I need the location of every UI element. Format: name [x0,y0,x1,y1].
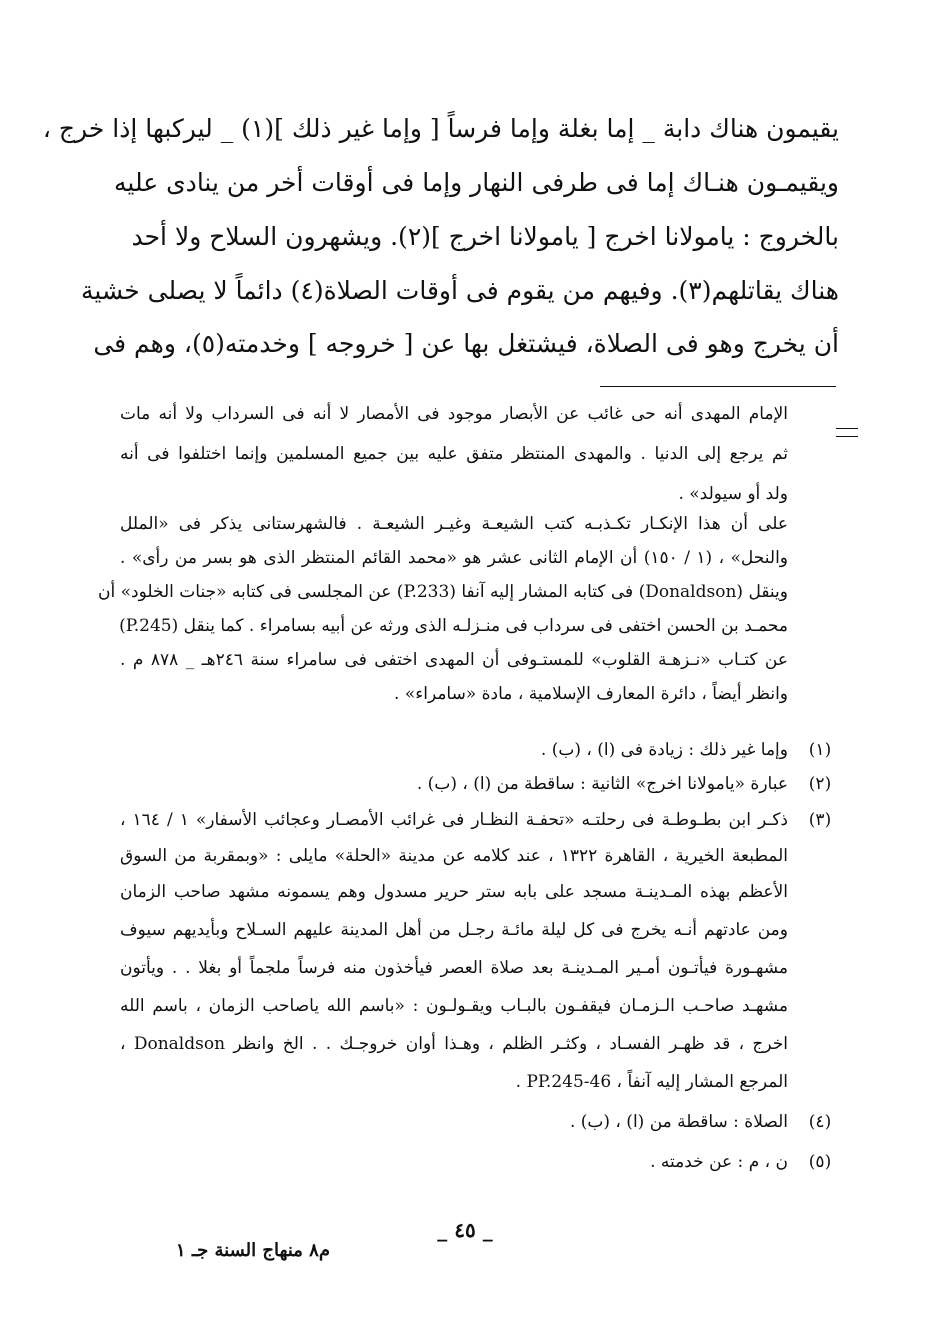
page-number: _ ٤٥ _ [437,1218,493,1242]
continuation-mark [836,428,858,437]
footnote-line: مشهـورة فيأتـون أمـير المـدينـة بعد صلاة العصر فيأخذون منه فرساً ملجماً أو بغلا . . ويأتون [120,958,788,978]
main-text-line: ويقيمـون هنـاك إما فى طرفى النهار وإما فى أوقات أخر من ينادى عليه [114,168,839,197]
footnote-line: عبارة «يامولانا اخرج» الثانية : ساقطة من (ا) ، (ب) . [416,774,788,794]
continued-note-line: ولد أو سيولد» . [678,484,788,504]
footnote-line: مشهـد صاحـب الـزمـان فيقفـون بالبـاب ويقـولـون : «باسم الله ياصاحب الزمان ، باسم الله [120,996,788,1016]
continued-note-line: وانظر أيضاً ، دائرة المعارف الإسلامية ، مادة «سامراء» . [394,684,788,704]
continued-note-line: وينقل (Donaldson) فى كتابه المشار إليه آنفا (P.233) عن المجلسى فى كتابه «جنات الخلود» أن [98,582,788,602]
continued-note-line: محمـد بن الحسن اختفى فى سرداب فى منـزلـه الذى ورثه عن أبيه بسامراء . كما ينقل (P.245) [119,616,788,636]
continued-note-line: ثم يرجع إلى الدنيا . والمهدى المنتظر متفق عليه بين جميع المسلمين وإنما اختلفوا فى أنه [120,444,788,464]
main-text-line: بالخروج : يامولانا اخرج [ يامولانا اخرج ](٢). ويشهرون السلاح ولا أحد [131,222,839,251]
footnote-line: ن ، م : عن خدمته . [650,1152,788,1172]
main-text-line: يقيمون هناك دابة _ إما بغلة وإما فرساً [ وإما غير ذلك ](١) _ ليركبها إذا خرج ، [42,114,839,143]
footnote-number: (٥) [808,1152,832,1172]
footnote-line: اخرج ، قد ظهـر الفسـاد ، وكثـر الظلم ، وهـذا أوان خروجـك . . الخ وانظر Donaldson ، [120,1034,789,1054]
footnote-line: الصلاة : ساقطة من (ا) ، (ب) . [569,1112,788,1132]
footnote-number: (١) [808,740,832,760]
continued-note-line: والنحل» ، (١ / ١٥٠) أن الإمام الثانى عشر هو «محمد القائم المنتظر الذى هو بسر من رأى» . [120,548,789,568]
footnote-number: (٣) [808,810,832,830]
continued-note-line: على أن هذا الإنكـار تكـذبـه كتب الشيعـة وغيـر الشيعـة . فالشهرستانى يذكر فى «الملل [120,514,788,534]
footnote-line: ذكـر ابن بطـوطـة فى رحلتـه «تحفـة النظـار فى غرائب الأمصـار وعجائب الأسفار» ١ / ١٦٤ ، [120,810,788,830]
main-text-line: هناك يقاتلهم(٣). وفيهم من يقوم فى أوقات الصلاة(٤) دائماً لا يصلى خشية [81,276,839,305]
footnote-number: (٢) [808,774,832,794]
continued-note-line: عن كتـاب «نـزهـة القلوب» للمستـوفى أن المهدى اختفى فى سامراء سنة ٢٤٦هـ _ ٨٧٨ م . [120,650,788,670]
footnote-line: الأعظم بهذه المـدينـة مسجد على بابه ستر حرير مسدول وهم يسمونه مشهد صاحب الزمان [120,882,788,902]
footnote-line: المطبعة الخيرية ، القاهرة ١٣٢٢ ، عند كلامه عن مدينة «الحلة» مايلى : «وبمقربة من السوق [120,846,788,866]
footnote-separator [600,386,836,387]
footnote-line: ومن عادتهم أنـه يخرج فى كل ليلة مائـة رجـل من أهل المدينة عليهم السـلاح وبأيديهم سيوف [120,920,788,940]
continued-note-line: الإمام المهدى أنه حى غائب عن الأبصار موجود فى الأمصار لا أنه فى السرداب ولا أنه مات [120,404,788,424]
footnote-number: (٤) [808,1112,832,1132]
footnote-line: المرجع المشار إليه آنفاً ، PP.245-46 . [515,1072,788,1092]
signature-mark: م٨ منهاج السنة جـ ١ [175,1240,330,1261]
footnote-line: وإما غير ذلك : زيادة فى (ا) ، (ب) . [540,740,788,760]
main-text-line: أن يخرج وهو فى الصلاة، فيشتغل بها عن [ خروجه ] وخدمته(٥)، وهم فى [93,329,839,358]
